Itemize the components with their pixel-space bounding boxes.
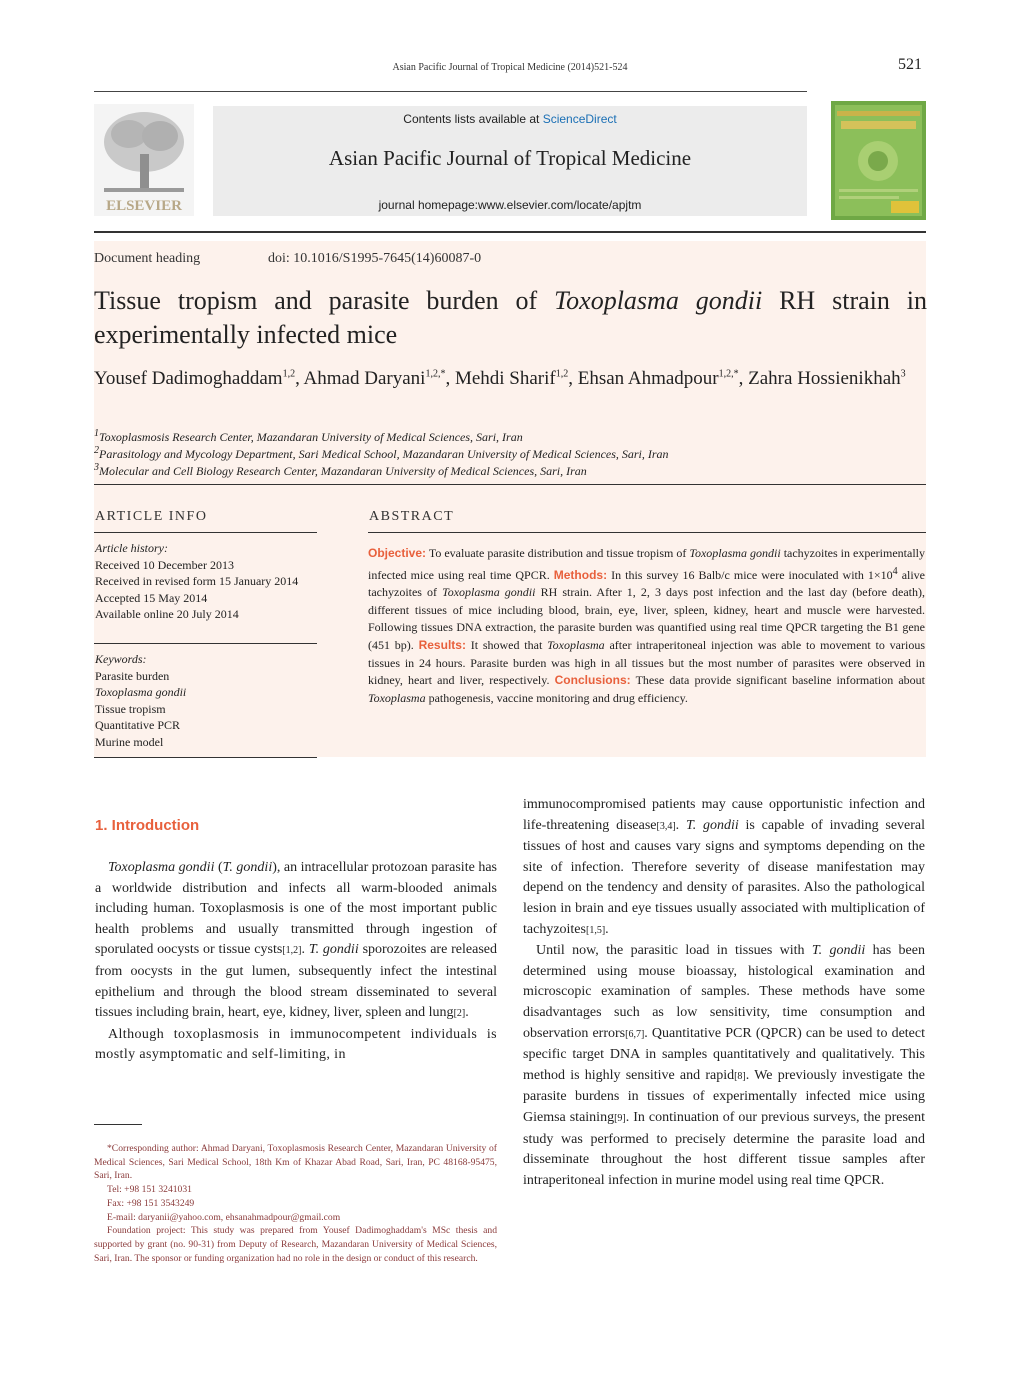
article-info-bottom-rule <box>94 757 317 758</box>
contents-line <box>213 112 807 126</box>
intro-paragraph: immunocompromised patients may cause opportunistic infection and life-threatening disease[3,4]. T. gondii is capable of invading several tissues of host and causes vary signs and symptoms depending on the site of infection. Therefore severity of disease manifestation may depend on the tendency and density of parasites. Also the pathological lesion in brain and eye tissues usually associated with multiplication of tachyzoites[1,5]. <box>523 797 926 937</box>
keywords: Keywords: Parasite burden Toxoplasma gondii Tissue tropism Quantitative PCR Murine model <box>95 651 320 750</box>
running-head: Asian Pacific Journal of Tropical Medicine (2014)521-524 <box>392 62 628 73</box>
page-number: 521 <box>898 56 922 73</box>
doi[interactable]: doi: 10.1016/S1995-7645(14)60087-0 <box>268 251 482 266</box>
intro-paragraph: Although toxoplasmosis in immunocompetent individuals is mostly asymptomatic and self-limiting, in <box>95 1026 497 1063</box>
author-list <box>94 362 926 392</box>
footnotes <box>94 1142 497 1265</box>
footnote-rule <box>94 1124 142 1125</box>
affiliation-rule <box>94 484 926 485</box>
fax: Fax: +98 151 3543249 <box>107 1197 195 1209</box>
keyword: Toxoplasma gondii <box>95 685 187 699</box>
abstract-body: Objective: To evaluate parasite distribution and tissue tropism of Toxoplasma gondii tachyzoites in experimentally infected mice using real time QPCR. Methods: In this survey 16 Balb/c mice were inoculated with $1\times 10^4$ alive tachyzoites of Toxoplasma gondii RH strain. After 1, 2, 3 days post infection and the last day (before death), different tissues of mice including blood, brain, eye, liver, spleen, kidney, heart and muscle were harvested. Following tissues DNA extraction, the parasite burden was quantified using real time QPCR targeting the B1 gene (451 bp). Results: It showed that Toxoplasma after intraperitoneal injection was able to movement to various tissues in 24 hours. Parasite burden was high in all tissues but the most number of parasites were observed in kidney, heart and liver, respectively. Conclusions: These data provide significant baseline information about Toxoplasma pathogenesis, vaccine monitoring and drug efficiency. <box>368 546 926 705</box>
telephone: Tel: +98 151 3241031 <box>107 1184 192 1196</box>
intro-paragraph: Toxoplasma gondii (T. gondii), an intracellular protozoan parasite has a worldwide distribution and infects all warm-blooded animals including human. Toxoplasmosis is one of the most important public health problems and usually transmitted through ingestion of sporulated oocysts or tissue cysts[1,2]. T. gondii sporozoites are released from oocysts in the gut lumen, subsequently infect the intestinal epithelium and through the blood stream disseminated to several tissues including brain, heart, eye, kidney, liver, spleen and lung[2]. <box>95 860 497 1021</box>
abstract-heading: ABSTRACT <box>369 509 455 524</box>
history-online: Available online 20 July 2014 <box>95 607 239 621</box>
author: Ahmad Daryani$^{1,2,*}$, <box>303 368 455 390</box>
abstract-rule <box>368 532 926 533</box>
elsevier-tree-icon <box>94 104 194 216</box>
author: Yousef Dadimoghaddam$^{1,2}$, <box>94 368 304 390</box>
keyword: Tissue tropism <box>95 701 166 716</box>
keywords-rule <box>94 643 317 644</box>
journal-cover-image <box>831 101 926 220</box>
history-accepted: Accepted 15 May 2014 <box>95 590 208 605</box>
journal-title: Asian Pacific Journal of Tropical Medicine <box>328 146 692 170</box>
contents-prefix: Contents lists available at <box>403 112 543 126</box>
header-rule <box>94 91 807 92</box>
intro-column-right <box>523 795 925 1191</box>
affiliation: $^3$Molecular and Cell Biology Research Center, Mazandaran University of Medical Sciences, Sari, Iran <box>94 462 587 478</box>
article-history: Article history: Received 10 December 2013 Received in revised form 15 January 2014 Accepted 15 May 2014 Available online 20 July 2014 <box>95 540 320 623</box>
elsevier-wordmark: ELSEVIER <box>106 198 182 214</box>
author: Zahra Hossienikhah$^3$ <box>748 368 906 390</box>
intro-column-left <box>95 858 497 1066</box>
corresponding-author-note: *Corresponding author: Ahmad Daryani, Toxoplasmosis Research Center, Mazandaran University of Medical Sciences, Sari Medical School, 18th Km of Khazar Abad Road, Sari, Iran, PC 48168-95475, Sari, Iran. <box>94 1143 497 1182</box>
journal-cover <box>831 101 926 220</box>
foundation-note: Foundation project: This study was prepared from Yousef Dadimoghaddam's MSc thesis and supported by grant (no. 90-31) from Deputy of Research, Mazandaran University of Medical Sciences, Sari, Iran. The sponsor or funding organization had no role in the design or conduct of this research. <box>94 1225 497 1264</box>
keyword: Murine model <box>95 734 164 749</box>
document-heading: Document heading <box>94 251 201 266</box>
sciencedirect-link[interactable]: ScienceDirect <box>542 112 617 126</box>
journal-homepage[interactable]: journal homepage:www.elsevier.com/locate/apjtm <box>378 198 642 212</box>
affiliation: $^1$Toxoplasmosis Research Center, Mazandaran University of Medical Sciences, Sari, Iran <box>94 428 523 444</box>
keyword: Parasite burden <box>95 668 170 683</box>
introduction-heading: 1. Introduction <box>95 817 200 834</box>
email[interactable]: E-mail: daryanii@yahoo.com, ehsanahmadpour@gmail.com <box>107 1211 341 1223</box>
article-info-heading: ARTICLE INFO <box>95 509 208 524</box>
history-revised: Received in revised form 15 January 2014 <box>95 574 299 588</box>
affiliation: $^2$Parasitology and Mycology Department, Sari Medical School, Mazandaran University of Medical Sciences, Sari, Iran <box>94 445 669 461</box>
elsevier-logo <box>94 104 194 216</box>
history-received: Received 10 December 2013 <box>95 557 234 572</box>
author: Mehdi Sharif$^{1,2}$, <box>454 368 578 390</box>
intro-paragraph: Until now, the parasitic load in tissues with T. gondii has been determined using mouse bioassay, histological examination and microscopic examination of samples. These methods have some disadvantages such as low sensitivity, time consumption and observation errors[6,7]. Quantitative PCR (QPCR) can be used to detect specific target DNA in samples quantitatively and qualitatively. This method is highly sensitive and rapid[8]. We previously investigate the parasite burdens in tissues of experimentally infected mice using Giemsa staining[9]. In continuation of our previous surveys, the present study was performed to precisely determine the parasite load and disseminate throughout the host different tissue samples after intraperitoneal infection in murine model using real time QPCR. <box>523 943 925 1188</box>
header-divider <box>94 231 926 233</box>
keyword: Quantitative PCR <box>95 718 180 732</box>
article-info-rule <box>94 532 317 533</box>
article-title: Tissue tropism and parasite burden of Toxoplasma gondii RH strain in experimentally infected mice <box>94 286 928 349</box>
author: Ehsan Ahmadpour$^{1,2,*}$, <box>577 368 749 390</box>
